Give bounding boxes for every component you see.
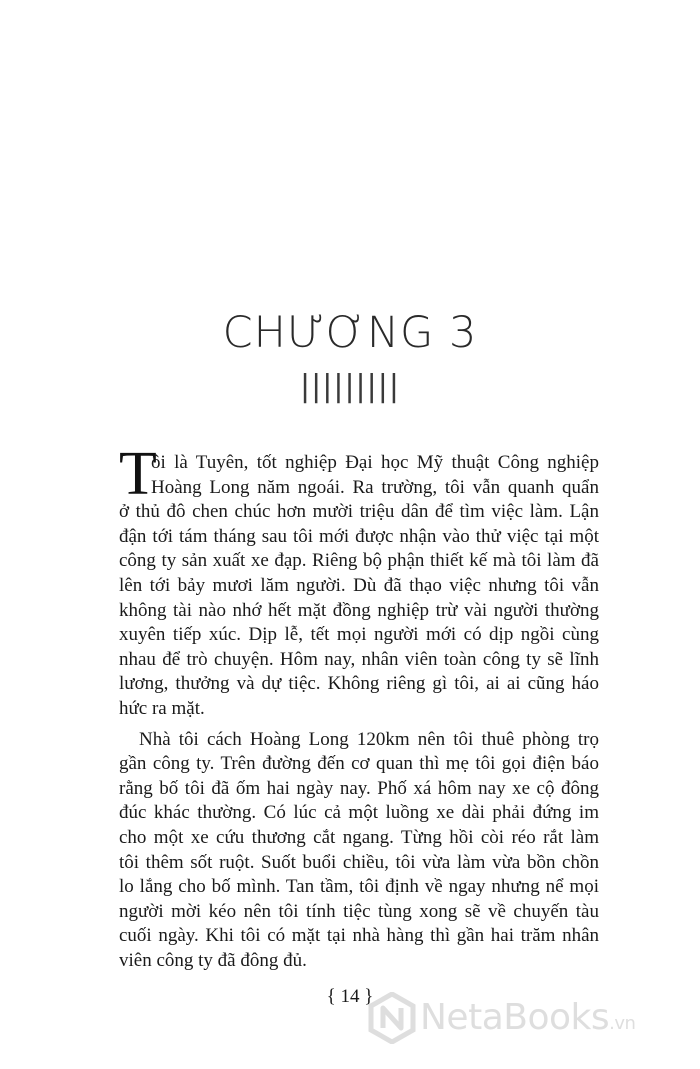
text-line: đúc khác thường. Có lúc cả một luồng xe dài phải đứng im	[119, 802, 599, 824]
text-line: lên tới bảy mươi lăm người. Dù đã thạo việc nhưng tôi vẫn	[119, 574, 599, 596]
text-line: Nhà tôi cách Hoàng Long 120km nên tôi thuê phòng trọ	[139, 728, 599, 750]
text-line: không tài nào nhớ hết mặt đồng nghiệp trừ vài người thường	[119, 599, 599, 621]
text-line: công ty sản xuất xe đạp. Riêng bộ phận thiết kế mà tôi làm đã	[119, 550, 599, 572]
text-line: cho một xe cứu thương cắt ngang. Từng hồi còi réo rắt làm	[119, 826, 599, 848]
paragraph-2	[119, 728, 599, 974]
text-line: nhau để trò chuyện. Hôm nay, nhân viên toàn công ty sẽ lĩnh	[119, 648, 599, 670]
text-line: người mời kéo nên tôi tính tiệc tùng xong sẽ về chuyến tàu	[119, 900, 599, 922]
body-text	[119, 440, 599, 973]
text-line: tôi thêm sốt ruột. Suốt buổi chiều, tôi vừa làm vừa bồn chồn	[119, 851, 599, 873]
text-line: hức ra mặt.	[119, 697, 205, 719]
chapter-title: CHƯƠNG 3	[222, 308, 478, 358]
text-line: gần công ty. Trên đường đến cơ quan thì mẹ tôi gọi điện báo	[119, 753, 599, 775]
drop-cap: T	[119, 440, 157, 508]
paragraph-1	[119, 440, 599, 722]
watermark-suffix: .vn	[609, 1013, 636, 1034]
text-line: viên công ty đã đông đủ.	[119, 949, 307, 971]
netabooks-logo-icon	[368, 992, 416, 1044]
watermark	[368, 990, 688, 1050]
text-line: đận tới tám tháng sau tôi mới được nhận vào thử việc tại một	[119, 525, 599, 547]
page-number: { 14 }	[326, 986, 374, 1007]
text-line: lo lắng cho bố mình. Tan tầm, tôi định về ngay nhưng nể mọi	[119, 876, 599, 898]
chapter-marks: |||||||||	[300, 369, 400, 404]
text-line: lương, thưởng và dự tiệc. Không riêng gì tôi, ai ai cũng háo	[119, 673, 599, 695]
text-line: xuyên tiếp xúc. Dịp lễ, tết mọi người mới có dịp ngồi cùng	[119, 624, 599, 646]
text-line: Hoàng Long năm ngoái. Ra trường, tôi vẫn quanh quẩn	[151, 476, 599, 498]
text-line: cuối ngày. Khi tôi có mặt tại nhà hàng thì gần hai trăm nhân	[119, 925, 599, 947]
text-line: ôi là Tuyên, tốt nghiệp Đại học Mỹ thuật Công nghiệp	[151, 452, 599, 473]
text-line: rằng bố tôi đã ốm hai ngày nay. Phố xá hôm nay xe cộ đông	[119, 777, 599, 799]
text-line: ở thủ đô chen chúc hơn mười triệu dân để tìm việc làm. Lận	[119, 501, 599, 523]
watermark-brand: NetaBooks	[420, 997, 610, 1038]
